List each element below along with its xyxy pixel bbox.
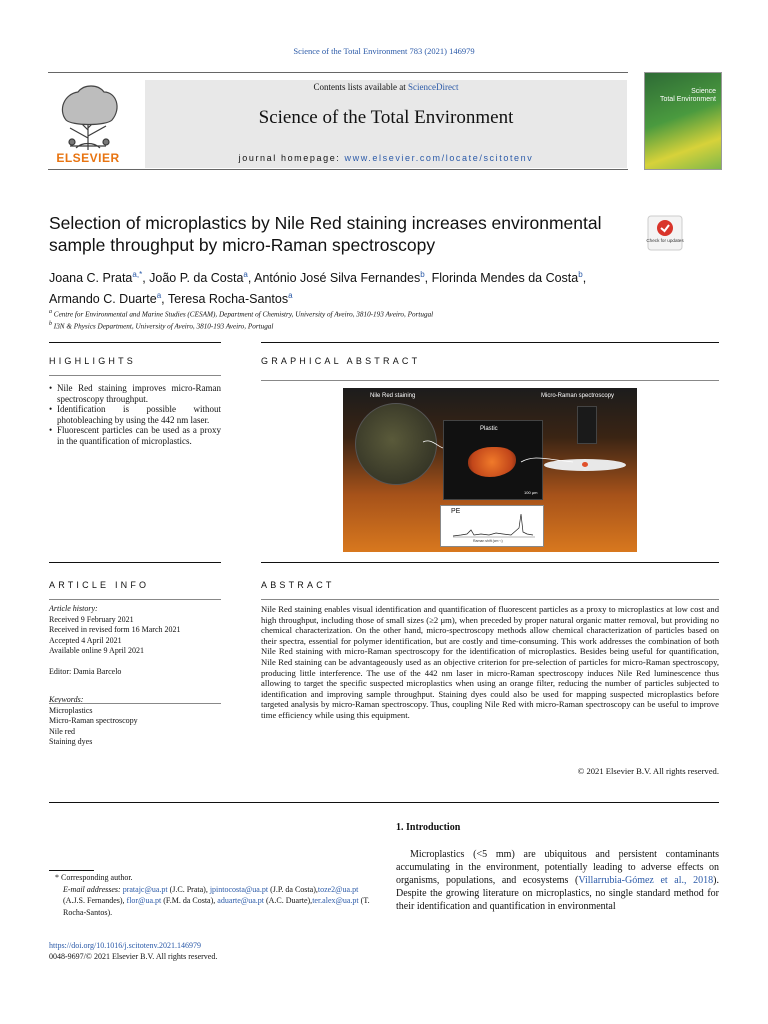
issn-line: 0048-9697/© 2021 Elsevier B.V. All rights reserved. bbox=[49, 952, 218, 961]
doi-block bbox=[49, 940, 217, 962]
editor-line: Editor: Damia Barcelo bbox=[49, 666, 122, 676]
highlight-item: • Nile Red staining improves micro-Raman spectroscopy throughput. bbox=[49, 383, 221, 404]
author-separator: , bbox=[142, 271, 150, 286]
abstract-heading: ABSTRACT bbox=[261, 580, 335, 590]
author-name: Joana C. Prata bbox=[49, 271, 133, 286]
journal-cover-image bbox=[644, 72, 722, 170]
homepage-prefix: journal homepage: bbox=[238, 153, 345, 163]
ga-arrows bbox=[423, 430, 573, 470]
abstract-divider bbox=[261, 599, 719, 600]
author-name: Teresa Rocha-Santos bbox=[167, 292, 289, 307]
highlight-item: • Identification is possible without photobleaching by using the 442 nm laser. bbox=[49, 404, 221, 425]
highlights-rule bbox=[49, 342, 221, 343]
author-separator: , bbox=[582, 271, 587, 286]
email-addresses bbox=[49, 884, 371, 919]
author-separator: , bbox=[161, 292, 168, 307]
graphical-abstract-divider bbox=[261, 380, 719, 381]
email-link[interactable]: aduarte@ua.pt bbox=[217, 896, 264, 905]
article-info-heading: ARTICLE INFO bbox=[49, 580, 150, 590]
abstract-bottom-rule bbox=[49, 802, 719, 803]
doi-link[interactable]: https://doi.org/10.1016/j.scitotenv.2021.146979 bbox=[49, 941, 201, 950]
highlights-heading: HIGHLIGHTS bbox=[49, 356, 137, 366]
author-name: Armando C. Duarte bbox=[49, 292, 157, 307]
email-link[interactable]: toze2@ua.pt bbox=[317, 884, 359, 894]
affiliation-item bbox=[49, 307, 689, 319]
cover-title-line-1: Science bbox=[691, 88, 716, 95]
email-label: E-mail addresses: bbox=[63, 884, 123, 894]
keyword-item: Micro-Raman spectroscopy bbox=[49, 716, 138, 725]
contents-prefix: Contents lists available at bbox=[313, 82, 408, 92]
journal-homepage-line bbox=[145, 153, 627, 163]
intro-text-end: ). Despite the growing literature on microplastics, no single standard method for their identification and quantification in environmental bbox=[396, 875, 719, 912]
cover-title bbox=[650, 88, 716, 104]
email-owner: (T. Rocha-Santos). bbox=[63, 896, 370, 917]
history-online: Available online 9 April 2021 bbox=[49, 646, 144, 655]
author-name: Florinda Mendes da Costa bbox=[431, 271, 579, 286]
author-affiliation-mark[interactable]: a,* bbox=[132, 270, 143, 279]
abstract-copyright: © 2021 Elsevier B.V. All rights reserved. bbox=[577, 766, 719, 776]
affiliation-text: Centre for Environmental and Marine Studies (CESAM), Department of Chemistry, University of Aveiro, 3810-193 Aveiro, Portugal bbox=[52, 310, 434, 319]
highlights-list bbox=[49, 383, 221, 446]
graphical-abstract-rule bbox=[261, 342, 719, 343]
ga-label-nile-red: Nile Red staining bbox=[370, 393, 416, 399]
article-info-body bbox=[49, 604, 221, 748]
author-affiliation-mark[interactable]: a bbox=[156, 291, 162, 301]
footnotes bbox=[49, 872, 371, 918]
citation-link[interactable]: Villarrubia-Gómez et al., 2018 bbox=[578, 875, 714, 886]
email-link[interactable]: flor@ua.pt bbox=[126, 896, 162, 905]
email-owner: (A.J.S. Fernandes), bbox=[63, 896, 127, 905]
article-title: Selection of microplastics by Nile Red staining increases environmental sample throughput by micro-Raman spectroscopy bbox=[49, 213, 602, 255]
article-info-divider bbox=[49, 599, 221, 600]
email-link[interactable]: ter.alex@ua.pt bbox=[312, 896, 359, 905]
article-info-rule bbox=[49, 562, 221, 563]
affiliation-mark: a bbox=[49, 309, 52, 315]
abstract-text: Nile Red staining enables visual identification and quantification of fluorescent particles as a proxy to microplastics at low cost and high throughput, including those of small sizes (≥2 μm), when preceded by proper natural organic matter removal, but providing no chemical characterization. On the other hand, micro-spectroscopy methods allow chemical characterization of particles based on their spectra, essential for polymer identification, but are costly and time-consuming. This work addresses the combination of both Nile Red staining with micro-Raman spectroscopy for the identification of microplastics. Besides being useful for quantification, Nile Red staining can be advantageously used as an objective criterion for pre-selection of particles for micro-Raman spectroscopy, producing little interference. The use of the 442 nm laser in micro-Raman spectroscopy induces Nile Red luminescence thus allowing to target the specific suspected microplastics when using an orange filter, reducing the number of particles subjected to identification and improving sample throughput. Staining dyes could also be used for mapping suspected microplastics before targeted analysis by micro-Raman spectroscopy. Thus, coupling Nile Red with micro-Raman spectroscopy can be useful to improve time efficiency while using this equipment. bbox=[261, 604, 719, 720]
email-link[interactable]: jpintocosta@ua.pt bbox=[209, 884, 269, 894]
asterisk-mark: * bbox=[55, 873, 59, 882]
ga-label-plastic: Plastic bbox=[480, 426, 498, 432]
contents-available-line bbox=[145, 82, 627, 92]
author-affiliation-mark[interactable]: b bbox=[420, 270, 425, 279]
journal-title: Science of the Total Environment bbox=[258, 107, 514, 128]
email-link[interactable]: pratajc@ua.pt bbox=[122, 884, 168, 894]
email-owner: (F.M. da Costa), bbox=[161, 896, 218, 905]
ga-scale-bar-label: 100 µm bbox=[524, 490, 538, 495]
keyword-item: Nile red bbox=[49, 726, 75, 736]
intro-text-start: Microplastics (<5 mm) are ubiquitous and persistent contaminants accumulating in the environment, potentially leading to adverse effects on organisms, populations, and ecosystems ( bbox=[396, 849, 719, 886]
journal-homepage-link[interactable]: www.elsevier.com/locate/scitotenv bbox=[344, 153, 534, 163]
author-affiliation-mark[interactable]: a bbox=[288, 291, 293, 301]
author-name: João P. da Costa bbox=[149, 271, 244, 286]
affiliation-list bbox=[49, 307, 689, 332]
sciencedirect-link[interactable]: ScienceDirect bbox=[408, 82, 459, 92]
author-affiliation-mark[interactable]: b bbox=[578, 270, 583, 279]
email-owner: (J.C. Prata), bbox=[167, 884, 210, 894]
corresponding-author-note bbox=[49, 872, 371, 884]
ga-label-pe: PE bbox=[451, 508, 461, 515]
introduction-heading: 1. Introduction bbox=[396, 822, 461, 833]
highlight-item: • Fluorescent particles can be used as a proxy in the quantification of microplastics. bbox=[49, 425, 221, 446]
abstract-rule bbox=[261, 562, 719, 563]
introduction-paragraph bbox=[396, 848, 719, 913]
corresponding-label: Corresponding author. bbox=[61, 873, 133, 882]
author-affiliation-mark[interactable]: a bbox=[243, 270, 248, 279]
check-for-updates-icon[interactable] bbox=[646, 214, 684, 252]
author-list bbox=[49, 266, 689, 308]
graphical-abstract-heading: GRAPHICAL ABSTRACT bbox=[261, 356, 421, 366]
ga-spectrum-xaxis-label: Raman shift (cm⁻¹) bbox=[473, 539, 503, 543]
history-accepted: Accepted 4 April 2021 bbox=[49, 635, 122, 645]
ga-microscope-objective bbox=[577, 406, 597, 444]
article-info-keywords-divider bbox=[49, 703, 221, 704]
keywords-label: Keywords: bbox=[49, 695, 84, 704]
journal-reference-link[interactable]: Science of the Total Environment 783 (2021) 146979 bbox=[293, 46, 475, 56]
affiliation-mark: b bbox=[49, 321, 52, 328]
affiliation-text: I3N & Physics Department, University of Aveiro, 3810-193 Aveiro, Portugal bbox=[52, 322, 274, 331]
history-revised: Received in revised form 16 March 2021 bbox=[49, 625, 181, 634]
ga-target-particle bbox=[582, 462, 588, 467]
footnote-rule bbox=[49, 870, 94, 871]
highlights-divider bbox=[49, 375, 221, 376]
keyword-item: Microplastics bbox=[49, 705, 93, 715]
email-owner: (A.C. Duarte), bbox=[263, 896, 313, 905]
history-received: Received 9 February 2021 bbox=[49, 614, 134, 624]
author-separator: , bbox=[247, 271, 255, 286]
email-owner: (J.P. da Costa), bbox=[268, 884, 318, 894]
article-history-label: Article history: bbox=[49, 604, 98, 613]
check-updates-label: Check for updates bbox=[646, 238, 684, 243]
keyword-item: Staining dyes bbox=[49, 737, 93, 746]
elsevier-wordmark: ELSEVIER bbox=[56, 151, 120, 165]
cover-title-line-2: Total Environment bbox=[659, 96, 716, 103]
affiliation-item bbox=[49, 319, 689, 331]
author-separator: , bbox=[424, 271, 432, 286]
author-name: António José Silva Fernandes bbox=[254, 271, 421, 286]
ga-label-micro-raman: Micro-Raman spectroscopy bbox=[541, 393, 615, 399]
